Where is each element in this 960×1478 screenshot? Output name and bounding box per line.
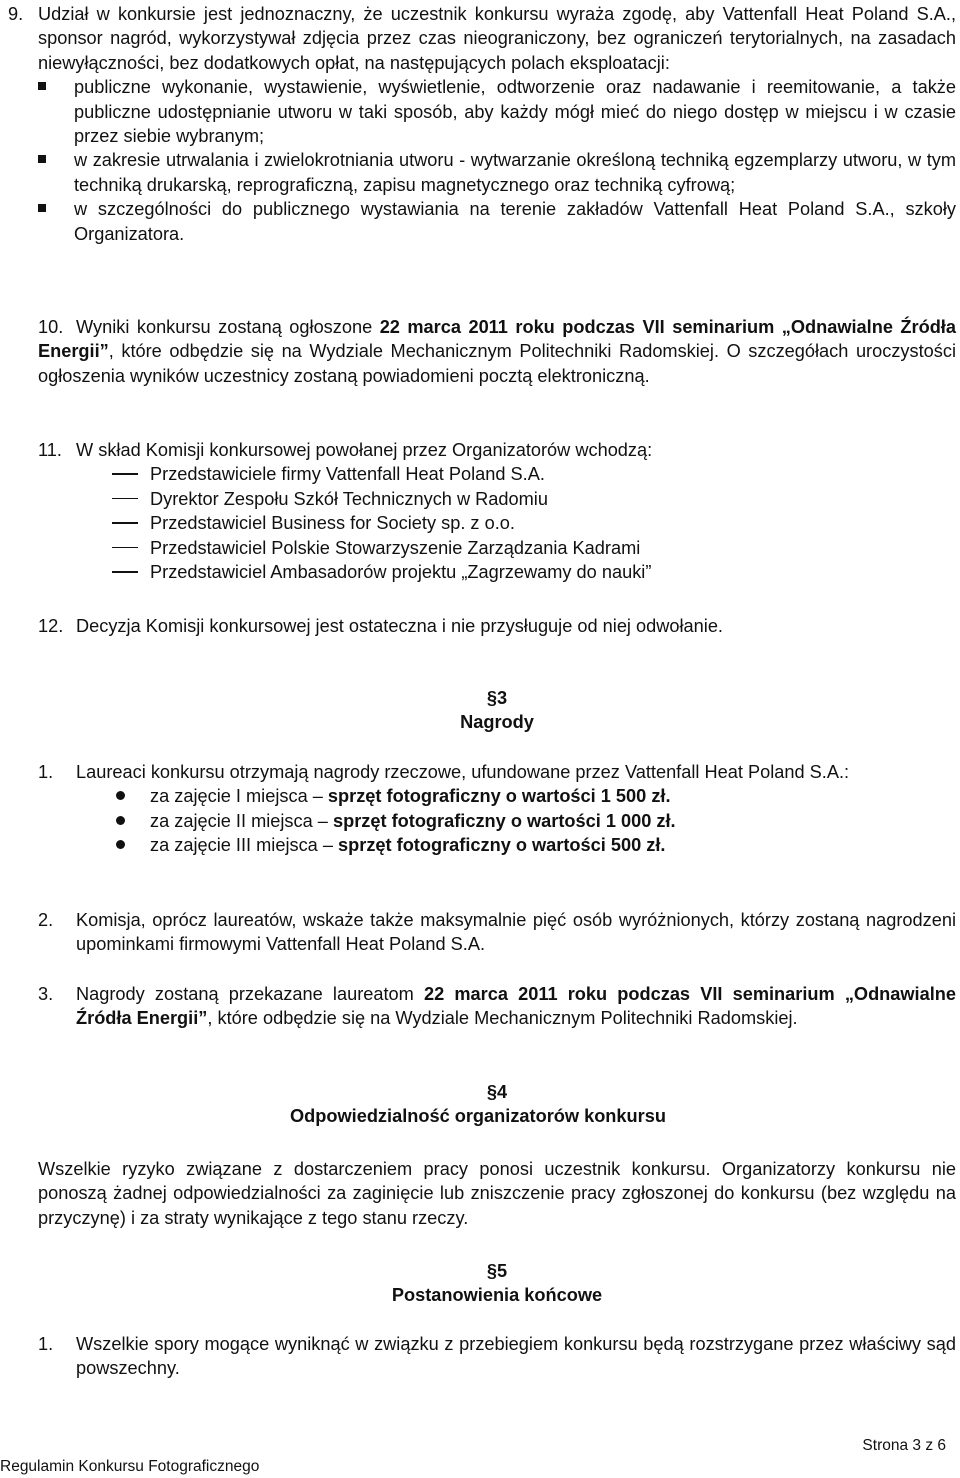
clause-number: 1. <box>38 1334 54 1354</box>
clause-11 <box>0 438 956 584</box>
clause-number: 11. <box>38 440 62 460</box>
clause-text: Komisja, oprócz laureatów, wskaże także maksymalnie pięć osób wyróżnionych, którzy zostaną nagrodzeni upominkami firmowymi Vattenfall Heat Poland S.A. <box>76 910 956 955</box>
list-item: Przedstawiciel Ambasadorów projektu „Zagrzewamy do nauki” <box>150 560 956 584</box>
clause-text: Decyzja Komisji konkursowej jest ostateczna i nie przysługuje od niej odwołanie. <box>76 616 723 636</box>
section-heading-number: §3 <box>486 688 508 708</box>
dash-bullet-icon <box>112 571 138 573</box>
bullet-dot-icon <box>116 791 125 800</box>
footer-title: Regulamin Konkursu Fotograficznego <box>0 1458 260 1475</box>
bullet-text: w szczególności do publicznego wystawiania na terenie zakładów Vattenfall Heat Poland S.A., szkoły Organizatora. <box>74 199 956 244</box>
dash-bullet-icon <box>112 498 138 500</box>
section-heading-title: Nagrody <box>460 712 534 732</box>
dash-bullet-icon <box>112 547 138 549</box>
final-clause-1 <box>0 1332 956 1381</box>
liability-paragraph: Wszelkie ryzyko związane z dostarczeniem pracy ponosi uczestnik konkursu. Organizatorzy konkursu nie ponoszą żadnej odpowiedzialności za zaginięcie lub zniszczenie pracy zgłoszonej do konkursu (bez względu na przyczynę) i za straty wynikające z tego stanu rzeczy. <box>38 1159 956 1228</box>
bullet-item <box>74 75 956 148</box>
square-bullet-icon <box>38 155 46 163</box>
list-item: Dyrektor Zespołu Szkół Technicznych w Radomiu <box>150 487 956 511</box>
section-heading-number: §5 <box>486 1261 508 1281</box>
clause-number: 10. <box>38 317 64 337</box>
clause-number: 9. <box>8 4 24 24</box>
bullet-text: publiczne wykonanie, wystawienie, wyświetlenie, odtworzenie oraz nadawanie i reemitowanie, a także publiczne udostępnianie utworu w taki sposób, aby każdy mógł mieć do niego dostęp w miejscu i w czasie przez siebie wybranym; <box>74 77 956 147</box>
section-heading-number: §4 <box>486 1082 508 1102</box>
prize-item-3: za zajęcie III miejsca – sprzęt fotograficzny o wartości 500 zł. <box>150 833 956 857</box>
bullet-text: w zakresie utrwalania i zwielokrotniania utworu - wytwarzanie określoną techniką egzemplarzy utworu, w tym techniką drukarską, reprograficzną, zapisu magnetycznego oraz techniką cyfrową; <box>74 150 956 195</box>
clause-9 <box>0 2 956 246</box>
bullet-dot-icon <box>116 816 125 825</box>
bullet-item <box>74 148 956 197</box>
clause-text: Nagrody zostaną przekazane laureatom 22 marca 2011 roku podczas VII seminarium „Odnawialne Źródła Energii”, które odbędzie się na Wydziale Mechanicznym Politechniki Radomskiej. <box>76 984 957 1029</box>
prize-item-1: za zajęcie I miejsca – sprzęt fotograficzny o wartości 1 500 zł. <box>150 784 956 808</box>
clause-12 <box>0 614 956 638</box>
clause-text: W skład Komisji konkursowej powołanej przez Organizatorów wchodzą: <box>76 440 653 460</box>
clause-text: Laureaci konkursu otrzymają nagrody rzeczowe, ufundowane przez Vattenfall Heat Poland S.A.: <box>76 762 850 782</box>
prizes-clause-2 <box>0 908 956 957</box>
prize-item-2: za zajęcie II miejsca – sprzęt fotograficzny o wartości 1 000 zł. <box>150 809 956 833</box>
dash-bullet-icon <box>112 473 138 475</box>
clause-10 <box>0 315 956 388</box>
list-item: Przedstawiciel Business for Society sp. z o.o. <box>150 511 956 535</box>
square-bullet-icon <box>38 82 46 90</box>
list-item: Przedstawiciele firmy Vattenfall Heat Poland S.A. <box>150 462 956 486</box>
clause-number: 1. <box>38 762 54 782</box>
bullet-dot-icon <box>116 840 125 849</box>
prize-list <box>150 784 956 857</box>
dash-bullet-icon <box>112 522 138 524</box>
clause-number: 3. <box>38 984 54 1004</box>
clause-number: 12. <box>38 616 64 636</box>
clause-text: Wszelkie spory mogące wyniknąć w związku z przebiegiem konkursu będą rozstrzygane przez właściwy sąd powszechny. <box>76 1334 956 1379</box>
clause-number: 2. <box>38 910 54 930</box>
section-heading-title: Odpowiedzialność organizatorów konkursu <box>290 1106 666 1126</box>
clause-text: Wyniki konkursu zostaną ogłoszone 22 marca 2011 roku podczas VII seminarium „Odnawialne Źródła Energii”, które odbędzie się na Wydziale Mechanicznym Politechniki Radomskiej. O szczegółach uroczystości ogłoszenia wyników uczestnicy zostaną powiadomieni pocztą elektroniczną. <box>38 317 956 386</box>
section-heading-title: Postanowienia końcowe <box>391 1285 603 1305</box>
committee-list <box>150 462 956 584</box>
page-number: Strona 3 z 6 <box>862 1437 946 1454</box>
square-bullet-icon <box>38 204 46 212</box>
list-item: Przedstawiciel Polskie Stowarzyszenie Zarządzania Kadrami <box>150 536 956 560</box>
bullet-item <box>74 197 956 246</box>
prizes-clause-1 <box>0 760 956 858</box>
prizes-clause-3 <box>0 982 956 1031</box>
clause-text: Udział w konkursie jest jednoznaczny, że uczestnik konkursu wyraża zgodę, aby Vattenfall Heat Poland S.A., sponsor nagród, wykorzystywał zdjęcia przez czas nieograniczony, bez ograniczeń terytorialnych, na zasadach niewyłączności, bez dodatkowych opłat, na następujących polach eksploatacji: <box>38 4 956 73</box>
